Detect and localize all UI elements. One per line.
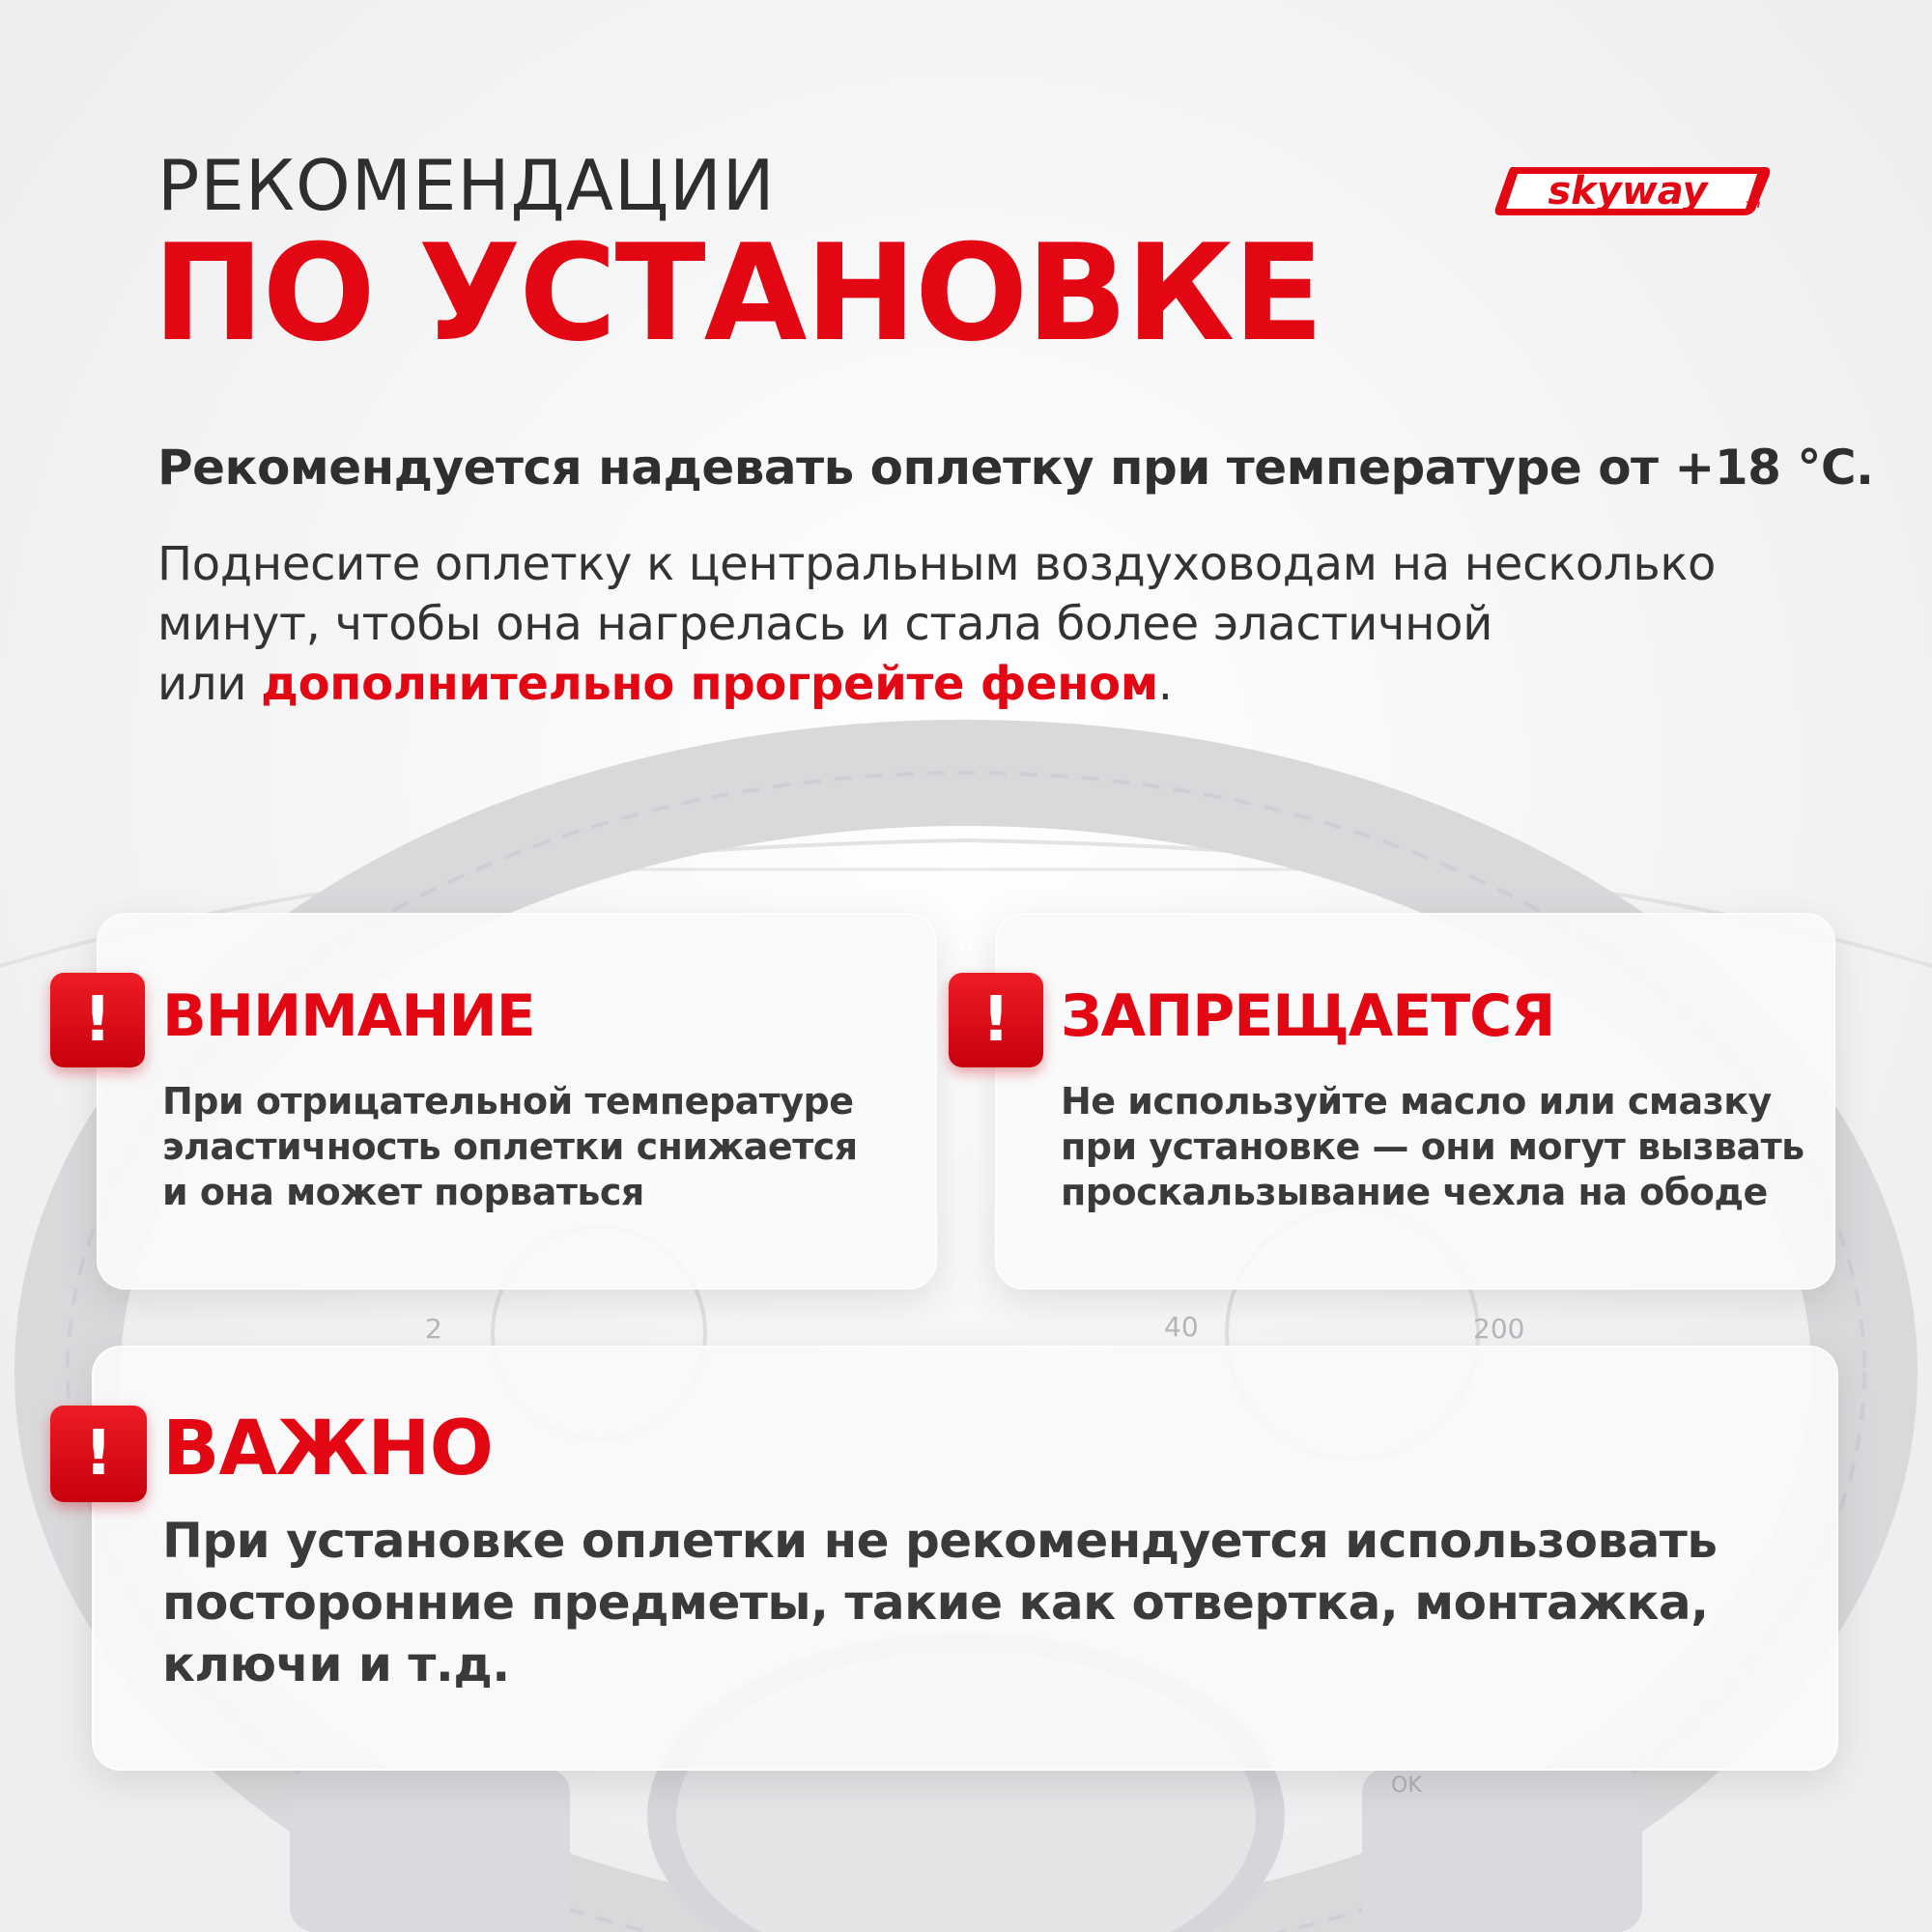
exclamation-icon: ! [50,1406,147,1502]
lead-sentence: Рекомендуется надевать оплетку при температуре от +18 °C. [157,440,1874,496]
card-title: ВАЖНО [162,1406,493,1492]
wheel-button-label: OK [1391,1774,1422,1798]
trademark-mark: TM [1746,201,1761,211]
exclamation-icon: ! [50,973,145,1067]
card-title: ВНИМАНИЕ [162,982,535,1050]
gauge-label: 200 [1473,1313,1525,1345]
card-line: и она может порваться [162,1171,644,1213]
gauge-label: 40 [1164,1311,1199,1343]
card-title: ЗАПРЕЩАЕТСЯ [1061,982,1555,1050]
card-line: посторонние предметы, такие как отвертка, монтажка, [162,1575,1709,1631]
card-line: проскальзывание чехла на ободе [1061,1171,1768,1213]
page-title-line1: РЕКОМЕНДАЦИИ [157,145,776,226]
gauge-label: 2 [425,1313,442,1345]
card-text [162,1510,1804,1695]
paragraph-line-suffix: . [1157,657,1173,711]
card-text [162,1079,925,1215]
card-line: При установке оплетки не рекомендуется использовать [162,1513,1718,1569]
page-title-line2: ПО УСТАНОВКЕ [153,215,1322,371]
prohibited-card [981,913,1835,1290]
card-line: эластичность оплетки снижается [162,1125,858,1168]
instruction-paragraph [157,534,1800,714]
highlighted-instruction: дополнительно прогрейте феном [261,657,1158,711]
paragraph-line: минут, чтобы она нагрелась и стала более эластичной [157,597,1493,651]
card-line: ключи и т.д. [162,1636,510,1692]
exclamation-icon: ! [949,973,1043,1067]
paragraph-line-prefix: или [157,657,262,711]
attention-card [83,913,937,1290]
logo-text: skyway [1548,169,1708,213]
card-line: Не используйте масло или смазку [1061,1080,1772,1122]
card-line: При отрицательной температуре [162,1080,854,1122]
skyway-logo [1492,159,1773,219]
card-line: при установке — они могут вызвать [1061,1125,1804,1168]
paragraph-line: Поднесите оплетку к центральным воздуховодам на несколько [157,537,1717,591]
important-card [84,1346,1838,1771]
card-text [1061,1079,1824,1215]
